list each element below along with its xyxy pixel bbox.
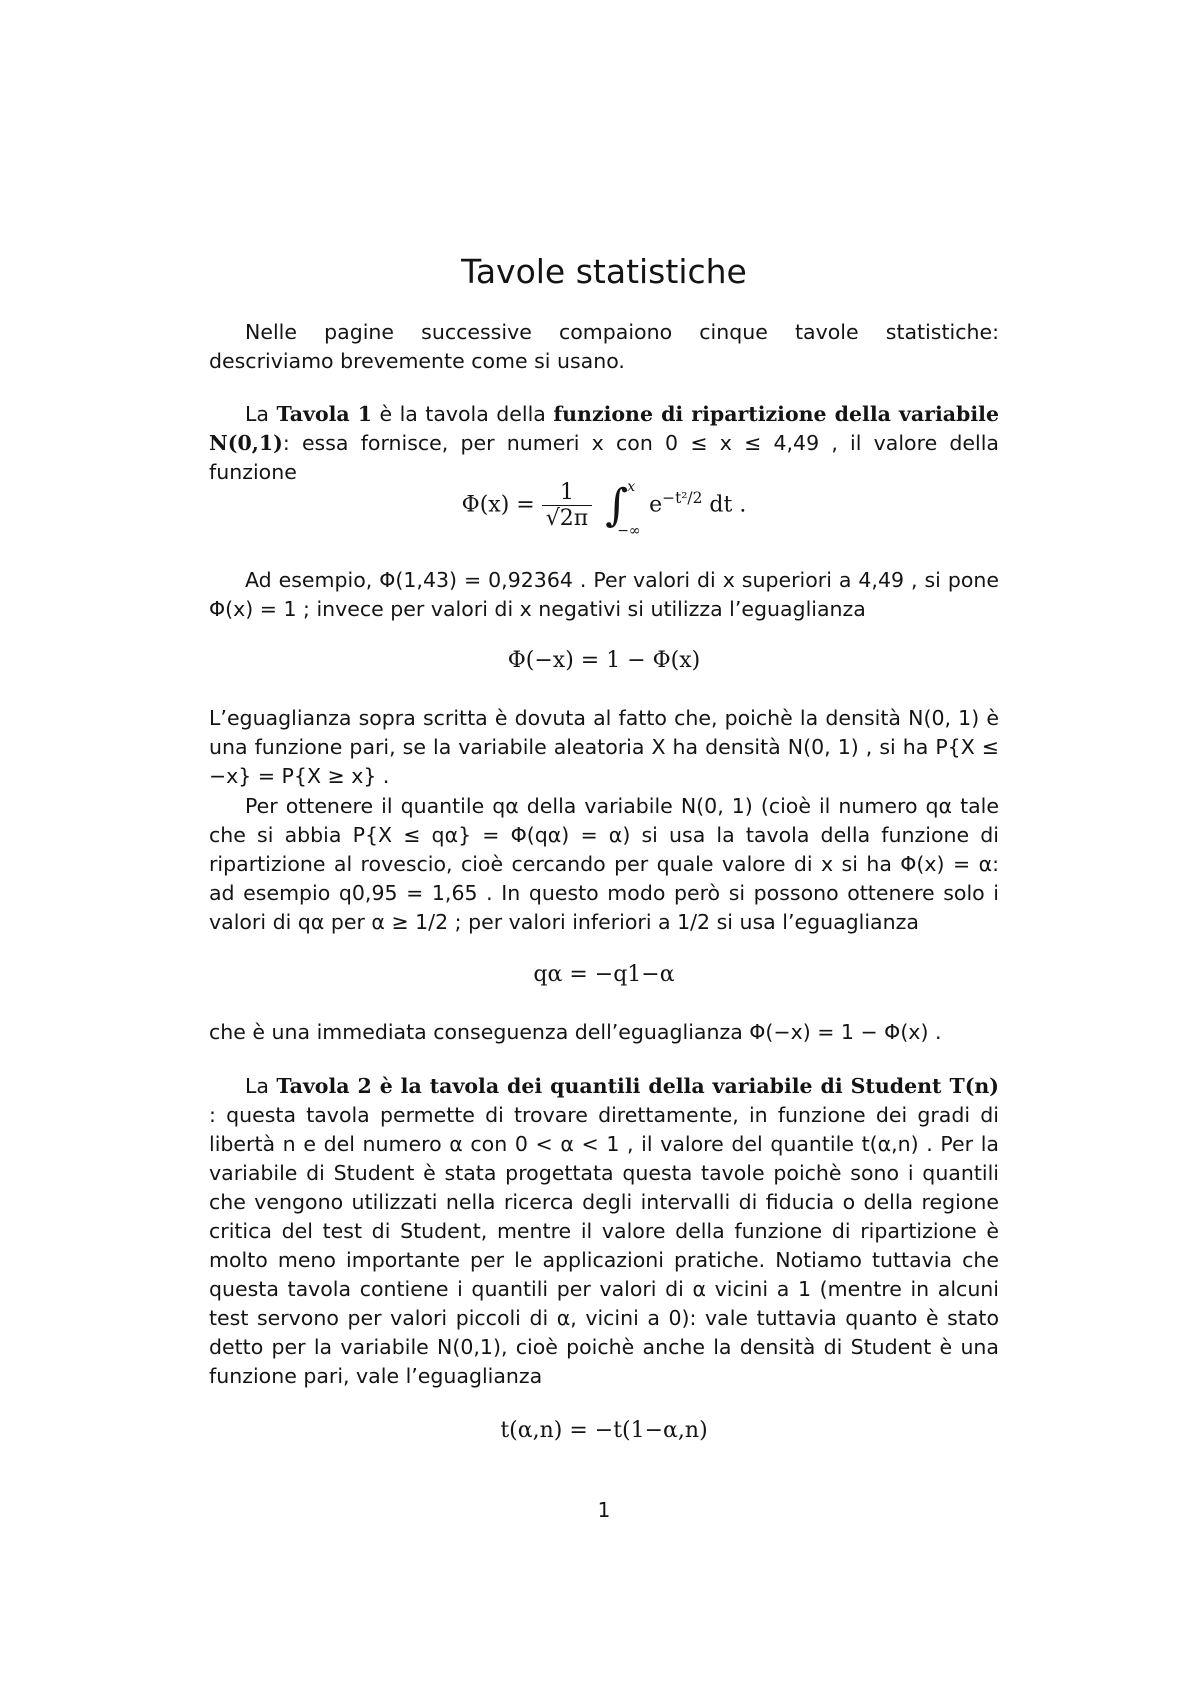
- tavola2-subject: Tavola 2 è la tavola dei quantili della variabile di Student T(n): [276, 1074, 999, 1098]
- student-equation: t(α,n) = −t(1−α,n): [500, 1418, 708, 1443]
- tavola1-paragraph: [209, 400, 999, 487]
- integral-lower: −∞: [617, 522, 641, 539]
- symmetry-equation: Φ(−x) = 1 − Φ(x): [507, 648, 701, 673]
- cdf-lhs: Φ(x) =: [461, 492, 535, 518]
- tavola1-subject: funzione di ripartizione della variabile N(0,1): [209, 402, 999, 455]
- consequence-paragraph: che è una immediata conseguenza dell’eguaglianza Φ(−x) = 1 − Φ(x) .: [209, 1020, 942, 1044]
- integral-sign: ∫ x −∞: [605, 478, 641, 539]
- page-title: Tavole statistiche: [461, 252, 747, 291]
- tavola2-pre: La: [245, 1074, 277, 1098]
- integrand-exponent: −t²/2: [662, 489, 703, 508]
- integral-upper: x: [627, 478, 636, 495]
- cdf-denominator: √2π: [542, 505, 592, 531]
- cdf-tail: dt .: [709, 492, 747, 518]
- integrand: e: [649, 492, 663, 518]
- tavola2-post: : questa tavola permette di trovare direttamente, in funzione dei gradi di libertà n e del numero α con 0 < α < 1 , il valore del quantile t(α,n) . Per la variabile di Student è stata progettata questa tavole poichè sono i quantili che vengono utilizzati nella ricerca degli intervalli di fiducia o della regione critica del test di Student, mentre il valore della funzione di ripartizione è molto meno importante per le applicazioni pratiche. Notiamo tuttavia che questa tavola contiene i quantili per valori di α vicini a 1 (mentre in alcuni test servono per valori piccoli di α, vicini a 0): vale tuttavia quanto è stato detto per la variabile N(0,1), cioè poichè anche la densità di Student è una funzione pari, vale l’eguaglianza: [209, 1103, 999, 1388]
- tavola1-post: : essa fornisce, per numeri x con 0 ≤ x ≤ 4,49 , il valore della funzione: [209, 431, 999, 484]
- quantile-equation: qα = −q1−α: [533, 962, 675, 987]
- cdf-equation: [209, 478, 999, 539]
- tavola1-label: Tavola 1: [276, 402, 373, 426]
- page-number: 1: [597, 1498, 611, 1522]
- cdf-numerator: 1: [559, 480, 574, 505]
- example-paragraph: Ad esempio, Φ(1,43) = 0,92364 . Per valori di x superiori a 4,49 , si pone Φ(x) = 1 ; invece per valori di x negativi si utilizza l’eguaglianza: [209, 568, 999, 621]
- explanation-paragraph: L’eguaglianza sopra scritta è dovuta al fatto che, poichè la densità N(0, 1) è una funzione pari, se la variabile aleatoria X ha densità N(0, 1) , si ha P{X ≤ −x} = P{X ≥ x} .: [209, 706, 999, 788]
- intro-paragraph: Nelle pagine successive compaiono cinque tavole statistiche: descriviamo brevemente come si usano.: [209, 320, 999, 373]
- quantile-paragraph: Per ottenere il quantile qα della variabile N(0, 1) (cioè il numero qα tale che si abbia P{X ≤ qα} = Φ(qα) = α) si usa la tavola della funzione di ripartizione al rovescio, cioè cercando per quale valore di x si ha Φ(x) = α: ad esempio q0,95 = 1,65 . In questo modo però si possono ottenere solo i valori di qα per α ≥ 1/2 ; per valori inferiori a 1/2 si usa l’eguaglianza: [209, 794, 999, 934]
- tavola1-pre: La: [245, 402, 277, 426]
- tavola1-mid: è la tavola della: [372, 402, 554, 426]
- cdf-fraction: [542, 480, 592, 531]
- tavola2-paragraph: [209, 1072, 999, 1391]
